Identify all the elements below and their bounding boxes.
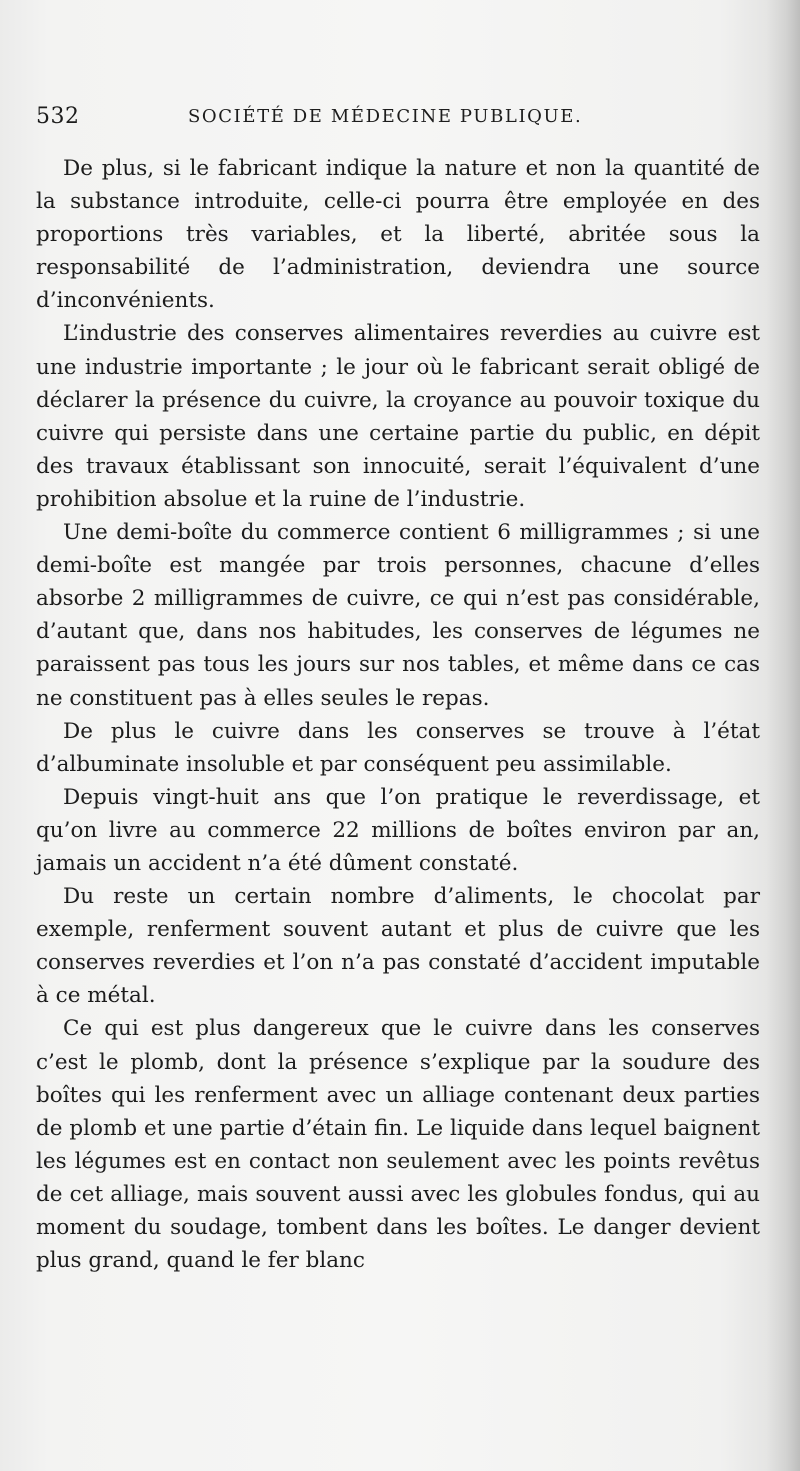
- page-number: 532: [36, 104, 80, 129]
- paragraph-7: Ce qui est plus dangereux que le cuivre dans les conserves c’est le plomb, dont la présence s’explique par la soudure des boîtes qui les renferment avec un alliage contenant deux parties de plomb et une partie d’étain fin. Le liquide dans lequel baignent les légumes est en contact non seulement avec les points revêtus de cet alliage, mais souvent aussi avec les globules fondus, qui au moment du soudage, tombent dans les boîtes. Le danger devient plus grand, quand le fer blanc: [36, 1016, 760, 1274]
- paragraph-6: Du reste un certain nombre d’aliments, le chocolat par exemple, renferment souvent autant et plus de cuivre que les conserves reverdies et l’on n’a pas constaté d’accident imputable à ce métal.: [36, 884, 760, 1009]
- paragraph-2: L’industrie des conserves alimentaires reverdies au cuivre est une industrie importante ; le jour où le fabricant serait obligé de déclarer la présence du cuivre, la croyance au pouvoir toxique du cuivre qui persiste dans une certaine partie du public, en dépit des travaux établissant son innocuité, serait l’équivalent d’une prohibition absolue et la ruine de l’industrie.: [36, 321, 760, 512]
- paragraph-1: De plus, si le fabricant indique la nature et non la quantité de la substance introduite, celle-ci pourra être employée en des proportions très variables, et la liberté, abritée sous la responsabilité de l’administration, deviendra une source d’inconvénients.: [36, 156, 760, 314]
- paragraph-5: Depuis vingt-huit ans que l’on pratique le reverdissage, et qu’on livre au commerce 22 millions de boîtes environ par an, jamais un accident n’a été dûment constaté.: [36, 784, 760, 876]
- paragraph-4: De plus le cuivre dans les conserves se trouve à l’état d’albuminate insoluble et par conséquent peu assimilable.: [36, 718, 760, 777]
- running-head: SOCIÉTÉ DE MÉDECINE PUBLIQUE.: [188, 106, 583, 127]
- body-text: [36, 152, 760, 1277]
- page-header: [36, 104, 776, 144]
- page-edge-shadow: [766, 0, 800, 1471]
- paragraph-3: Une demi-boîte du commerce contient 6 milligrammes ; si une demi-boîte est mangée par trois personnes, chacune d’elles absorbe 2 milligrammes de cuivre, ce qui n’est pas considérable, d’autant que, dans nos habitudes, les conserves de légumes ne paraissent pas tous les jours sur nos tables, et même dans ce cas ne constituent pas à elles seules le repas.: [36, 520, 760, 711]
